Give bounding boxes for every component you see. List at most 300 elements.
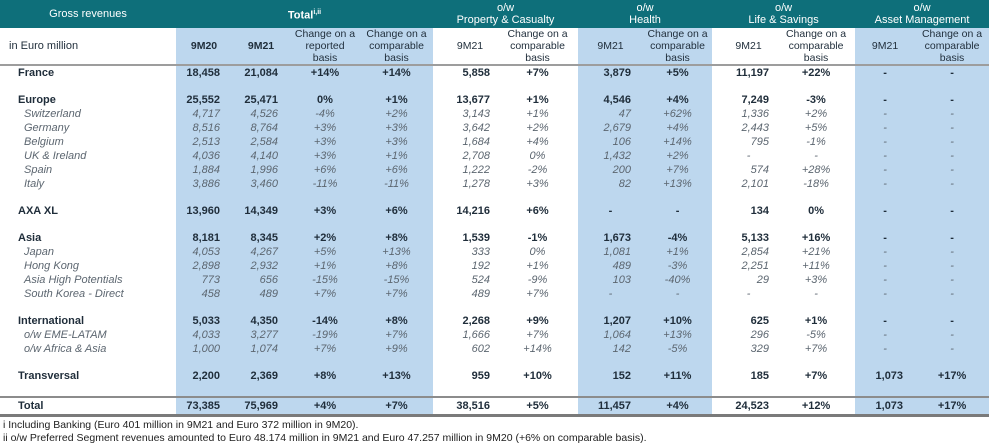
row-label: Japan [0, 245, 176, 259]
cell [360, 356, 433, 369]
row-label: International [0, 314, 176, 328]
table-row [0, 107, 989, 121]
spacer-row [0, 356, 989, 369]
cell: +17% [915, 397, 989, 416]
cell: 82 [578, 177, 643, 191]
cell [360, 218, 433, 231]
cell: +3% [781, 273, 851, 287]
cell: 185 [716, 369, 781, 383]
cell: 47 [578, 107, 643, 121]
spacer-row [0, 218, 989, 231]
cell: - [855, 93, 915, 107]
cell: 959 [438, 369, 502, 383]
cell: +5% [290, 245, 360, 259]
cell: -2% [502, 163, 573, 177]
table-row [0, 328, 989, 342]
cell: 3,642 [438, 121, 502, 135]
cell: +2% [643, 149, 712, 163]
cell [781, 191, 851, 204]
cell: -15% [360, 273, 433, 287]
row-label: Italy [0, 177, 176, 191]
cell: +7% [502, 328, 573, 342]
cell: +7% [502, 65, 573, 80]
cell [438, 218, 502, 231]
cell: - [781, 287, 851, 301]
cell [716, 191, 781, 204]
cell: 134 [716, 204, 781, 218]
table-row [0, 369, 989, 383]
cell: -19% [290, 328, 360, 342]
cell: - [915, 245, 989, 259]
col-total-change-comparable: Change on a comparable basis [360, 28, 433, 65]
header-property-casualty: o/w Property & Casualty [438, 0, 573, 28]
cell: - [855, 163, 915, 177]
cell [290, 301, 360, 314]
table-row [0, 121, 989, 135]
row-label: Asia [0, 231, 176, 245]
col-am-change-comparable: Change on a comparable basis [915, 28, 989, 65]
cell [360, 301, 433, 314]
cell: 2,101 [716, 177, 781, 191]
cell: 103 [578, 273, 643, 287]
cell [781, 356, 851, 369]
cell: - [855, 273, 915, 287]
cell [438, 301, 502, 314]
table-row [0, 177, 989, 191]
cell: +7% [360, 397, 433, 416]
cell: 1,000 [176, 342, 232, 356]
cell [643, 356, 712, 369]
cell [781, 383, 851, 397]
cell: +5% [502, 397, 573, 416]
cell: 333 [438, 245, 502, 259]
cell: 2,932 [232, 259, 290, 273]
cell [290, 218, 360, 231]
cell: 3,143 [438, 107, 502, 121]
col-pc-9m21: 9M21 [438, 28, 502, 65]
cell: +3% [290, 121, 360, 135]
cell: 25,552 [176, 93, 232, 107]
cell: 1,222 [438, 163, 502, 177]
cell: 4,546 [578, 93, 643, 107]
cell [578, 191, 643, 204]
cell: 0% [502, 149, 573, 163]
cell: 296 [716, 328, 781, 342]
row-label: Switzerland [0, 107, 176, 121]
cell: 73,385 [176, 397, 232, 416]
cell: +1% [290, 259, 360, 273]
table-row [0, 287, 989, 301]
cell: 2,513 [176, 135, 232, 149]
cell [232, 218, 290, 231]
cell: 2,584 [232, 135, 290, 149]
table-row [0, 65, 989, 80]
cell: - [855, 149, 915, 163]
cell: 4,033 [176, 328, 232, 342]
header-asset-management: o/w Asset Management [855, 0, 989, 28]
cell: - [915, 177, 989, 191]
cell: 8,345 [232, 231, 290, 245]
cell: 1,073 [855, 369, 915, 383]
cell: 602 [438, 342, 502, 356]
cell: - [855, 314, 915, 328]
cell [643, 301, 712, 314]
cell: - [915, 273, 989, 287]
cell: -14% [290, 314, 360, 328]
row-label: o/w Africa & Asia [0, 342, 176, 356]
cell: 192 [438, 259, 502, 273]
cell: 3,460 [232, 177, 290, 191]
cell: +3% [502, 177, 573, 191]
cell: - [915, 231, 989, 245]
cell: 11,197 [716, 65, 781, 80]
cell: +7% [502, 287, 573, 301]
cell: -4% [290, 107, 360, 121]
cell: 2,854 [716, 245, 781, 259]
cell: 3,886 [176, 177, 232, 191]
footnotes [0, 419, 989, 444]
cell [438, 80, 502, 93]
cell: 795 [716, 135, 781, 149]
cell: -15% [290, 273, 360, 287]
cell: +7% [360, 287, 433, 301]
footnote-ii: ii o/w Preferred Segment revenues amounted to Euro 48.174 million in 9M21 and Euro 47.257 million in 9M20 (+6% on comparable basis). [3, 432, 989, 444]
cell: 8,181 [176, 231, 232, 245]
cell: +8% [360, 259, 433, 273]
cell: -9% [502, 273, 573, 287]
cell: 13,960 [176, 204, 232, 218]
cell: - [915, 342, 989, 356]
cell: +13% [360, 245, 433, 259]
cell: +28% [781, 163, 851, 177]
cell: - [915, 259, 989, 273]
cell: 18,458 [176, 65, 232, 80]
cell: 458 [176, 287, 232, 301]
cell [360, 383, 433, 397]
cell: 24,523 [716, 397, 781, 416]
table-row [0, 93, 989, 107]
spacer-row [0, 191, 989, 204]
cell: - [643, 204, 712, 218]
cell: 2,708 [438, 149, 502, 163]
cell: - [855, 65, 915, 80]
row-label: o/w EME-LATAM [0, 328, 176, 342]
cell [502, 191, 573, 204]
row-label [0, 191, 176, 204]
cell: 4,717 [176, 107, 232, 121]
cell [643, 191, 712, 204]
cell: 2,200 [176, 369, 232, 383]
cell [176, 301, 232, 314]
cell [290, 383, 360, 397]
cell [502, 301, 573, 314]
cell [643, 80, 712, 93]
cell: +3% [290, 204, 360, 218]
cell [176, 356, 232, 369]
cell [915, 356, 989, 369]
cell: - [915, 149, 989, 163]
cell: +62% [643, 107, 712, 121]
cell: +14% [502, 342, 573, 356]
col-ls-change-comparable: Change on a comparable basis [781, 28, 851, 65]
cell: -18% [781, 177, 851, 191]
header-health: o/w Health [578, 0, 712, 28]
cell: +3% [360, 121, 433, 135]
cell: 1,081 [578, 245, 643, 259]
cell: -5% [643, 342, 712, 356]
cell: +22% [781, 65, 851, 80]
cell: +3% [360, 135, 433, 149]
cell: 2,679 [578, 121, 643, 135]
cell: +16% [781, 231, 851, 245]
cell: -1% [502, 231, 573, 245]
unit-label: in Euro million [0, 28, 176, 65]
cell: +14% [290, 65, 360, 80]
col-pc-change-comparable: Change on a comparable basis [502, 28, 573, 65]
cell [502, 356, 573, 369]
cell: 8,764 [232, 121, 290, 135]
cell: -3% [781, 93, 851, 107]
cell: +2% [781, 107, 851, 121]
cell [290, 356, 360, 369]
cell: +8% [360, 231, 433, 245]
cell: - [855, 259, 915, 273]
cell: 1,064 [578, 328, 643, 342]
cell: - [915, 314, 989, 328]
cell: - [855, 342, 915, 356]
header-life-savings: o/w Life & Savings [716, 0, 851, 28]
table-row [0, 273, 989, 287]
cell [438, 383, 502, 397]
cell: -11% [290, 177, 360, 191]
row-label [0, 301, 176, 314]
cell: +17% [915, 369, 989, 383]
cell: 489 [438, 287, 502, 301]
cell [855, 80, 915, 93]
cell: 200 [578, 163, 643, 177]
cell: 4,350 [232, 314, 290, 328]
cell [232, 383, 290, 397]
cell: 142 [578, 342, 643, 356]
footnote-i: i Including Banking (Euro 401 million in 9M21 and Euro 372 million in 9M20). [3, 419, 989, 432]
cell [232, 356, 290, 369]
cell: 489 [232, 287, 290, 301]
cell [502, 383, 573, 397]
cell: +1% [643, 245, 712, 259]
cell [176, 80, 232, 93]
cell: +9% [360, 342, 433, 356]
column-header-row [0, 28, 989, 65]
cell: +5% [781, 121, 851, 135]
cell [502, 80, 573, 93]
cell: - [578, 204, 643, 218]
cell: 656 [232, 273, 290, 287]
cell: -5% [781, 328, 851, 342]
cell: 5,133 [716, 231, 781, 245]
cell: - [855, 287, 915, 301]
cell: +9% [502, 314, 573, 328]
cell: 1,432 [578, 149, 643, 163]
row-label [0, 218, 176, 231]
cell: - [855, 245, 915, 259]
cell: 1,073 [855, 397, 915, 416]
cell [176, 191, 232, 204]
cell [855, 301, 915, 314]
cell: - [855, 231, 915, 245]
cell: 14,216 [438, 204, 502, 218]
cell: 4,526 [232, 107, 290, 121]
cell: +2% [360, 107, 433, 121]
cell: 5,858 [438, 65, 502, 80]
cell: -4% [643, 231, 712, 245]
cell: +1% [360, 149, 433, 163]
cell [438, 191, 502, 204]
cell [360, 80, 433, 93]
cell: +7% [643, 163, 712, 177]
table-row [0, 259, 989, 273]
cell [716, 218, 781, 231]
cell: 489 [578, 259, 643, 273]
cell: - [643, 287, 712, 301]
cell: 574 [716, 163, 781, 177]
cell: +10% [502, 369, 573, 383]
cell: -3% [643, 259, 712, 273]
cell: 1,666 [438, 328, 502, 342]
cell [578, 301, 643, 314]
cell: - [915, 328, 989, 342]
cell: - [915, 65, 989, 80]
row-label: Transversal [0, 369, 176, 383]
cell: +21% [781, 245, 851, 259]
cell [716, 80, 781, 93]
table-row [0, 245, 989, 259]
cell: - [915, 107, 989, 121]
cell: +7% [781, 369, 851, 383]
cell: +8% [360, 314, 433, 328]
cell: +4% [643, 93, 712, 107]
table-row [0, 163, 989, 177]
cell: 4,140 [232, 149, 290, 163]
cell [502, 218, 573, 231]
cell: 0% [781, 204, 851, 218]
cell [915, 383, 989, 397]
cell: - [855, 328, 915, 342]
cell [176, 218, 232, 231]
cell [232, 191, 290, 204]
cell: - [915, 163, 989, 177]
header-gross-revenues: Gross revenues [0, 0, 176, 28]
row-label: France [0, 65, 176, 80]
cell: 2,251 [716, 259, 781, 273]
row-label [0, 383, 176, 397]
cell: 0% [290, 93, 360, 107]
cell: 1,884 [176, 163, 232, 177]
cell [915, 218, 989, 231]
cell: - [855, 204, 915, 218]
header-total: Total$^{i,ii}$ [176, 0, 433, 28]
cell: 21,084 [232, 65, 290, 80]
row-label: South Korea - Direct [0, 287, 176, 301]
cell [855, 218, 915, 231]
cell: - [781, 149, 851, 163]
spacer-row [0, 301, 989, 314]
col-health-change-comparable: Change on a comparable basis [643, 28, 712, 65]
cell: +10% [643, 314, 712, 328]
table-row [0, 342, 989, 356]
cell: - [855, 121, 915, 135]
row-label: Belgium [0, 135, 176, 149]
cell: 1,673 [578, 231, 643, 245]
cell: - [716, 149, 781, 163]
cell: +3% [290, 135, 360, 149]
cell [643, 383, 712, 397]
cell: +6% [360, 204, 433, 218]
cell: +7% [290, 287, 360, 301]
cell: - [915, 135, 989, 149]
cell: 2,268 [438, 314, 502, 328]
cell: -11% [360, 177, 433, 191]
cell [855, 383, 915, 397]
cell: +1% [781, 314, 851, 328]
cell: +14% [360, 65, 433, 80]
cell: 25,471 [232, 93, 290, 107]
cell: - [915, 93, 989, 107]
cell [716, 356, 781, 369]
col-total-9m21: 9M21 [232, 28, 290, 65]
cell: 3,879 [578, 65, 643, 80]
cell: 1,207 [578, 314, 643, 328]
cell: 1,684 [438, 135, 502, 149]
cell [781, 218, 851, 231]
row-label [0, 356, 176, 369]
cell: 75,969 [232, 397, 290, 416]
row-label: UK & Ireland [0, 149, 176, 163]
cell: +6% [290, 163, 360, 177]
row-label [0, 80, 176, 93]
table-row [0, 314, 989, 328]
cell: +3% [290, 149, 360, 163]
cell: +4% [290, 397, 360, 416]
cell: 1,539 [438, 231, 502, 245]
cell: +4% [502, 135, 573, 149]
cell: +6% [502, 204, 573, 218]
cell: 1,996 [232, 163, 290, 177]
cell [578, 356, 643, 369]
cell: 2,369 [232, 369, 290, 383]
cell: 329 [716, 342, 781, 356]
cell: 4,036 [176, 149, 232, 163]
cell: +7% [290, 342, 360, 356]
cell: 1,074 [232, 342, 290, 356]
cell: -1% [781, 135, 851, 149]
cell: 524 [438, 273, 502, 287]
cell: +13% [643, 177, 712, 191]
cell: - [855, 107, 915, 121]
cell [176, 383, 232, 397]
cell: +13% [360, 369, 433, 383]
cell: 29 [716, 273, 781, 287]
row-label: Germany [0, 121, 176, 135]
cell [232, 301, 290, 314]
segment-header-row [0, 0, 989, 28]
cell: +1% [502, 107, 573, 121]
cell: 14,349 [232, 204, 290, 218]
cell: +5% [643, 65, 712, 80]
cell: 5,033 [176, 314, 232, 328]
cell: - [855, 135, 915, 149]
cell: +12% [781, 397, 851, 416]
cell [781, 301, 851, 314]
